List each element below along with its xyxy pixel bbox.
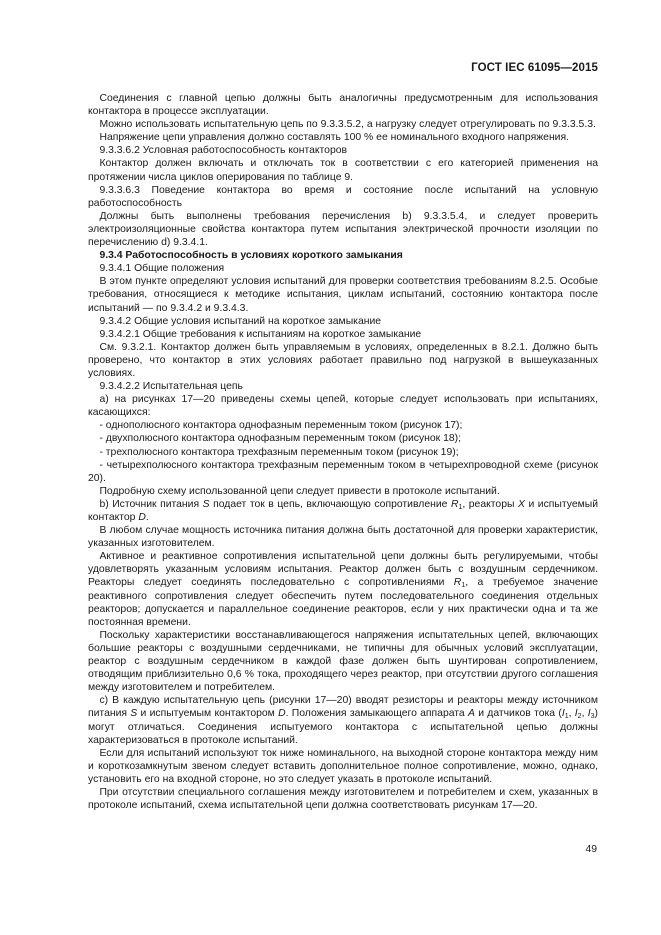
subscript: 3 [590, 713, 595, 721]
document-body [88, 92, 598, 812]
subscript: 1 [461, 582, 466, 590]
symbol-source: S [130, 708, 138, 720]
standard-header: ГОСТ IEC 61095—2015 [471, 62, 598, 74]
text-run: и датчиков тока ( [474, 708, 562, 720]
section-heading: 9.3.4 Работоспособность в условиях короткого замыкания [99, 250, 403, 262]
page-number: 49 [585, 844, 597, 855]
paragraph [88, 694, 598, 746]
symbol-current: I [587, 708, 591, 720]
paragraph: В любом случае мощность источника питания должна быть достаточной для проверки характеристик, указанных изготовителем. [88, 525, 598, 550]
text-run: , [581, 708, 588, 720]
paragraph: В этом пункте определяют условия испытаний для проверки соответствия требованиям 8.2.5. Особые требования, относящиеся к методике испытания, циклам испытаний, состоянию контактора после испытаний — по 9.3.4.2 и 9.3.4.3. [88, 276, 598, 314]
paragraph: Контактор должен включать и отключать ток в соответствии с его категорией применения на протяжении числа циклов оперирования по таблице 9. [88, 158, 598, 183]
subscript: 1 [458, 503, 463, 511]
symbol-resistance: R [450, 498, 459, 510]
subscript: 2 [577, 713, 582, 721]
text-run: , реакторы [462, 498, 518, 510]
paragraph [88, 498, 598, 524]
paragraph: Соединения с главной цепью должны быть аналогичны предусмотренным для использования контактора в процессе эксплуатации. [88, 93, 598, 118]
subclause-heading: 9.3.4.2.1 Общие требования к испытаниям на короткое замыкание [99, 328, 422, 340]
subclause-heading: 9.3.4.2 Общие условия испытаний на короткое замыкание [99, 315, 382, 327]
paragraph: Если для испытаний используют ток ниже номинального, на выходной стороне контактора между ним и короткозамкнутым звеном следует вставить дополнительное полное сопротивление, можно, однако, установить его на входной стороне, но это следует указать в протоколе испытаний. [88, 747, 598, 785]
text-run: . Положения замыкающего аппарата [285, 708, 468, 720]
text-run: и испытуемым контактором [137, 708, 279, 720]
paragraph: Поскольку характеристики восстанавливающегося напряжения испытательных цепей, включающих большие реакторы с воздушными сердечниками, не типичны для обычных условий эксплуатации, реактор с воздушным сердечником в каждой фазе должен быть шунтирован сопротивлением, отводящим приблизительно 0,6 % тока, проходящего через реактор, при отсутствии другого соглашения между изготовителем и потребителем. [88, 629, 598, 694]
paragraph: Напряжение цепи управления должно составлять 100 % ее номинального входного напряжения. [99, 132, 569, 144]
symbol-source: S [202, 498, 210, 510]
list-item: - четырехполюсного контактора трехфазным переменным током в четырехпроводной схеме (рисунок 20). [88, 459, 598, 484]
symbol-contactor: D [278, 708, 286, 720]
list-item: - трехполюсного контактора трехфазным переменным током (рисунок 19); [99, 446, 459, 458]
symbol-reactor: X [517, 498, 525, 510]
text-run: . [145, 512, 149, 523]
text-run: , а требуемое значение реактивного сопротивления следует обеспечить путем последовательного соединения отдельных реакторов; допускается и параллельное соединение реакторов, если у них практически одна и та же постоянная времени. [88, 577, 598, 628]
list-item: - однополюсного контактора однофазным переменным током (рисунок 17); [99, 420, 463, 432]
subclause-heading: 9.3.3.6.2 Условная работоспособность контакторов [99, 145, 348, 157]
paragraph: См. 9.3.2.1. Контактор должен быть управляемым в условиях, определенных в 8.2.1. Должно быть проверено, что контактор в этих условиях работает правильно под нагрузкой в вышеуказанных условиях. [88, 341, 598, 379]
paragraph: Подробную схему использованной цепи следует привести в протоколе испытаний. [99, 485, 500, 497]
paragraph: Должны быть выполнены требования перечисления b) 9.3.3.5.4, и следует проверить электроизоляционные свойства контактора путем испытания электрической прочности изоляции по перечислению d) 9.3.4.1. [88, 210, 598, 249]
text-run: Активное и реактивное сопротивления испытательной цепи должны быть регулируемыми, чтобы удовлетворять указанным условиям испытания. Реактор должен быть с воздушным сердечником. Реакторы следует соединять последовательно с сопротивлениями [88, 551, 598, 589]
paragraph [88, 550, 598, 629]
subclause-heading: 9.3.3.6.3 Поведение контактора во время и состояние после испытаний на условную работоспособность [88, 184, 598, 209]
text-run: ) могут отличаться. Соединения испытуемого контактора с испытательной цепью должны характеризоваться в протоколе испытаний. [88, 708, 599, 746]
subclause-heading: 9.3.4.2.2 Испытательная цепь [99, 381, 243, 393]
list-item: - двухполюсного контактора однофазным переменным током (рисунок 18); [99, 433, 462, 445]
symbol-current: I [561, 708, 565, 720]
text-run: подает ток в цепь, включающую сопротивление [209, 498, 451, 510]
symbol-current: I [574, 708, 578, 720]
paragraph: При отсутствии специального соглашения между изготовителем и потребителем и схем, указанных в протоколе испытаний, схема испытательной цепи должна соответствовать рисункам 17—20. [88, 786, 598, 812]
subclause-heading: 9.3.4.1 Общие положения [99, 263, 225, 275]
symbol-resistance: R [453, 577, 462, 589]
paragraph: Можно использовать испытательную цепь по 9.3.3.5.2, а нагрузку следует отрегулировать по 9.3.3.5.3. [99, 119, 596, 131]
text-run: , [568, 708, 575, 720]
symbol-closing-device: А [467, 708, 475, 720]
text-run: с) В каждую испытательную цепь (рисунки 17—20) вводят резисторы и реакторы между источником питания [88, 695, 598, 720]
text-run: b) Источник питания [99, 498, 203, 510]
text-run: и испытуемый контактор [88, 498, 599, 523]
subscript: 1 [564, 713, 569, 721]
symbol-contactor: D [138, 512, 146, 523]
paragraph: а) на рисунках 17—20 приведены схемы цепей, которые следует использовать при испытаниях, касающихся: [88, 394, 598, 419]
